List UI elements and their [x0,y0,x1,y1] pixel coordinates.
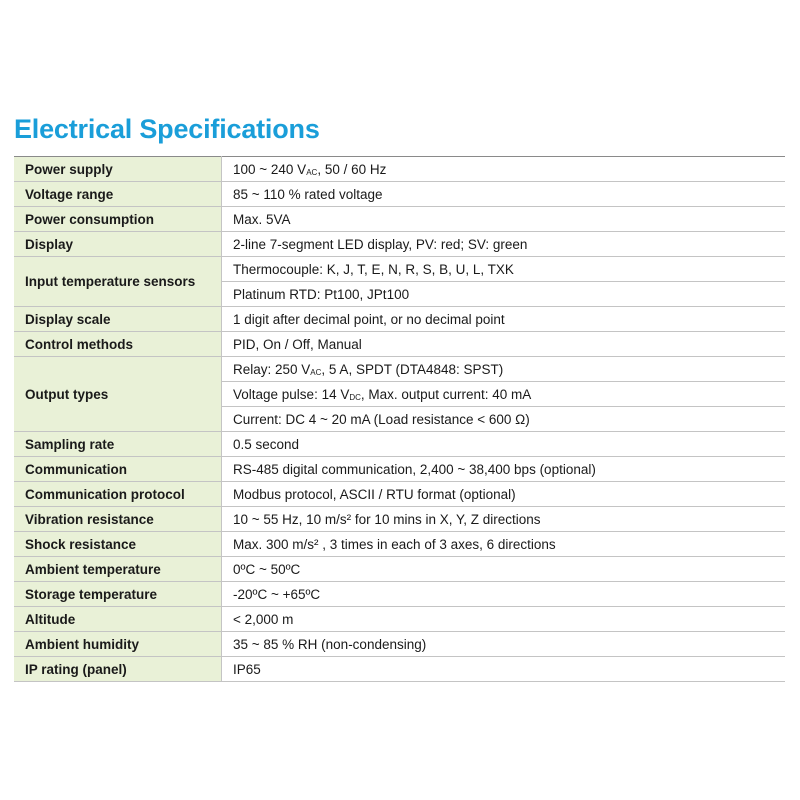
spec-value: Max. 5VA [222,207,786,232]
spec-value: 1 digit after decimal point, or no decimal point [222,307,786,332]
spec-label: Altitude [14,607,222,632]
specifications-table [14,156,785,682]
table-row [14,507,785,532]
table-row [14,607,785,632]
table-row [14,357,785,382]
page-title: Electrical Specifications [14,114,320,144]
spec-value: 85 ~ 110 % rated voltage [222,182,786,207]
spec-value: Max. 300 m/s² , 3 times in each of 3 axes, 6 directions [222,532,786,557]
spec-label: Shock resistance [14,532,222,557]
unit-subscript: AC [310,367,322,377]
table-row [14,157,785,182]
table-row [14,532,785,557]
spec-value: 0.5 second [222,432,786,457]
spec-label: Power supply [14,157,222,182]
spec-label: Sampling rate [14,432,222,457]
spec-label: Display scale [14,307,222,332]
spec-label: Storage temperature [14,582,222,607]
spec-label: Input temperature sensors [14,257,222,307]
spec-label: Power consumption [14,207,222,232]
spec-value: Relay: 250 $V_{AC}$, 5 A, SPDT (DTA4848: SPST) [222,357,786,382]
spec-label: Voltage range [14,182,222,207]
spec-label: Ambient temperature [14,557,222,582]
unit-subscript: AC [306,167,318,177]
table-row [14,332,785,357]
table-row [14,632,785,657]
spec-value: Voltage pulse: 14 $V_{DC}$, Max. output current: 40 mA [222,382,786,407]
spec-label: Ambient humidity [14,632,222,657]
spec-value: 0ºC ~ 50ºC [222,557,786,582]
table-row [14,482,785,507]
table-row [14,257,785,282]
spec-value: -20ºC ~ +65ºC [222,582,786,607]
unit-subscript: DC [349,392,361,402]
spec-value: RS-485 digital communication, 2,400 ~ 38,400 bps (optional) [222,457,786,482]
table-row [14,457,785,482]
spec-label: Vibration resistance [14,507,222,532]
spec-value: Platinum RTD: Pt100, JPt100 [222,282,786,307]
spec-value: Current: DC 4 ~ 20 mA (Load resistance < 600 Ω) [222,407,786,432]
spec-label: Communication [14,457,222,482]
spec-label: Control methods [14,332,222,357]
spec-value: 2-line 7-segment LED display, PV: red; SV: green [222,232,786,257]
table-row [14,432,785,457]
spec-label: IP rating (panel) [14,657,222,682]
table-row [14,207,785,232]
table-row [14,582,785,607]
spec-value: Modbus protocol, ASCII / RTU format (optional) [222,482,786,507]
spec-value: 35 ~ 85 % RH (non-condensing) [222,632,786,657]
spec-value: 10 ~ 55 Hz, 10 m/s² for 10 mins in X, Y, Z directions [222,507,786,532]
spec-label: Communication protocol [14,482,222,507]
spec-value: IP65 [222,657,786,682]
spec-value: 100 ~ 240 $V_{AC}$, 50 / 60 Hz [222,157,786,182]
spec-value: Thermocouple: K, J, T, E, N, R, S, B, U, L, TXK [222,257,786,282]
specifications-table-body [14,157,785,682]
spec-value: PID, On / Off, Manual [222,332,786,357]
table-row [14,307,785,332]
table-row [14,557,785,582]
spec-label: Display [14,232,222,257]
table-row [14,657,785,682]
table-row [14,182,785,207]
spec-label: Output types [14,357,222,432]
table-row [14,232,785,257]
spec-value: < 2,000 m [222,607,786,632]
